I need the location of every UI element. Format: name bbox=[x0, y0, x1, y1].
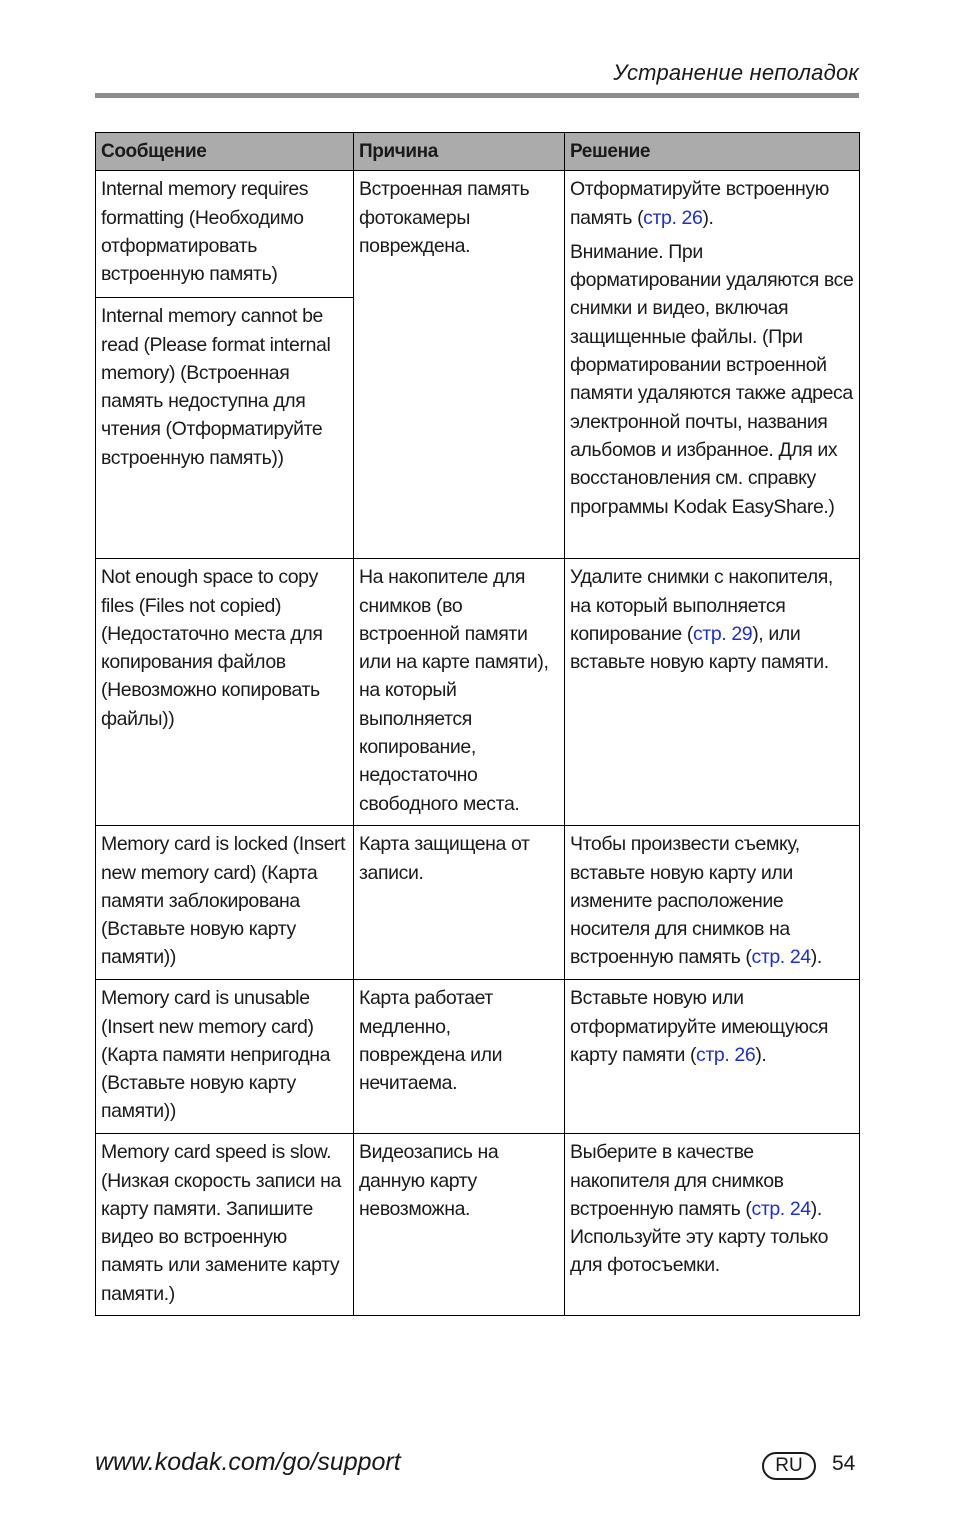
solution-cell bbox=[565, 559, 860, 826]
solution-cell bbox=[565, 826, 860, 980]
solution-text-start: Выберите в качестве накопителя для снимков встроенную память ( bbox=[570, 1141, 784, 1220]
cause-cell: На накопителе для снимков (во встроенной памяти или на карте памяти), на который выполняется копирование, недостаточно свободного места. bbox=[354, 559, 565, 826]
page-link[interactable]: стр. 24 bbox=[751, 1197, 811, 1220]
column-header-message: Сообщение bbox=[96, 133, 354, 171]
solution-cell bbox=[565, 171, 860, 559]
solution-text-end: ). Используйте эту карту только для фотосъемки. bbox=[570, 1197, 829, 1277]
solution-cell bbox=[565, 980, 860, 1134]
column-header-cause: Причина bbox=[354, 133, 565, 171]
message-cell: Internal memory cannot be read (Please format internal memory) (Встроенная память недоступна для чтения (Отформатируйте встроенную память)) bbox=[96, 298, 354, 559]
table-row bbox=[96, 826, 860, 980]
solution-text-start: Чтобы произвести съемку, вставьте новую карту или измените расположение носителя для снимков на встроенную память ( bbox=[570, 833, 800, 969]
page-link[interactable]: стр. 24 bbox=[751, 946, 811, 969]
message-cell: Memory card is locked (Insert new memory card) (Карта памяти заблокирована (Вставьте новую карту памяти)) bbox=[96, 826, 354, 980]
page-link[interactable]: стр. 29 bbox=[692, 622, 753, 645]
support-url[interactable]: www.kodak.com/go/support bbox=[95, 1448, 401, 1476]
cause-cell: Встроенная память фотокамеры повреждена. bbox=[354, 171, 565, 559]
solution-text-start: Отформатируйте встроенную память ( bbox=[570, 178, 829, 229]
solution-cell bbox=[565, 1134, 860, 1316]
table-row bbox=[96, 559, 860, 826]
table-row bbox=[96, 171, 860, 298]
solution-text-end: ). bbox=[755, 1043, 767, 1066]
message-cell: Memory card is unusable (Insert new memory card) (Карта памяти непригодна (Вставьте новую карту памяти)) bbox=[96, 980, 354, 1134]
solution-text-start: Удалите снимки с накопителя, на который выполняется копирование ( bbox=[570, 566, 833, 645]
message-cell: Memory card speed is slow. (Низкая скорость записи на карту памяти. Запишите видео во встроенную память или замените карту памяти.) bbox=[96, 1134, 354, 1316]
solution-text-end: ). bbox=[702, 206, 714, 229]
column-header-solution: Решение bbox=[565, 133, 860, 171]
troubleshooting-table bbox=[95, 132, 860, 1316]
page-link[interactable]: стр. 26 bbox=[643, 206, 703, 229]
cause-cell: Карта защищена от записи. bbox=[354, 826, 565, 980]
solution-text-end: ). bbox=[810, 946, 822, 969]
solution-text bbox=[570, 175, 854, 232]
solution-note: Внимание. При форматировании удаляются все снимки и видео, включая защищенные файлы. (При форматировании встроенной памяти удаляются также адреса электронной почты, названия альбомов и избранное. Для их восстановления см. справку программы Kodak EasyShare.) bbox=[570, 240, 854, 518]
message-cell: Not enough space to copy files (Files not copied) (Недостаточно места для копирования файлов (Невозможно копировать файлы)) bbox=[96, 559, 354, 826]
cause-cell: Карта работает медленно, повреждена или нечитаема. bbox=[354, 980, 565, 1134]
table-row bbox=[96, 1134, 860, 1316]
solution-text-end: ), или вставьте новую карту памяти. bbox=[570, 622, 829, 674]
cause-cell: Видеозапись на данную карту невозможна. bbox=[354, 1134, 565, 1316]
message-cell: Internal memory requires formatting (Необходимо отформатировать встроенную память) bbox=[96, 171, 354, 298]
page-header-title: Устранение неполадок bbox=[613, 60, 859, 85]
table-row bbox=[96, 980, 860, 1134]
header-divider bbox=[95, 93, 859, 98]
page-link[interactable]: стр. 26 bbox=[696, 1043, 756, 1066]
solution-text-start: Вставьте новую или отформатируйте имеющуюся карту памяти ( bbox=[570, 987, 829, 1066]
language-badge: RU bbox=[762, 1452, 816, 1480]
page-number: 54 bbox=[832, 1452, 856, 1475]
table-header-row bbox=[96, 133, 860, 171]
